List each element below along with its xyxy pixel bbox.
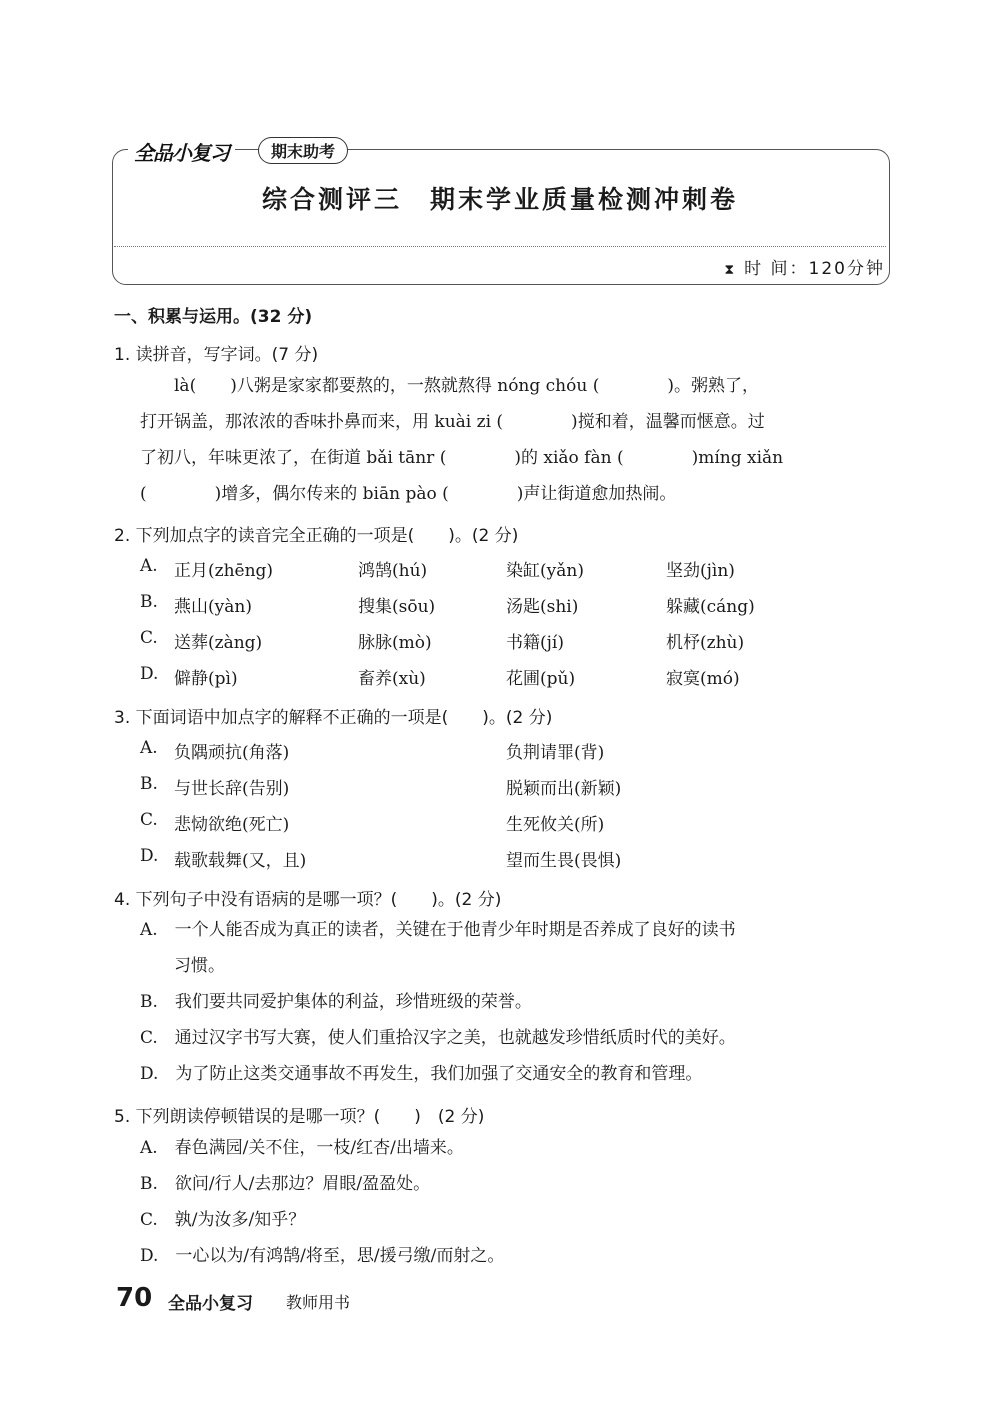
option-item: 躲藏(cáng)	[666, 597, 755, 617]
option-item: 寂寞(mó)	[666, 669, 740, 689]
question-3-options	[140, 738, 900, 888]
passage-line: ( )增多，偶尔传来的 biān pào ( )声让街道愈加热闹。	[140, 484, 677, 504]
option-item: 汤匙(shi)	[506, 597, 579, 617]
option-item: 花圃(pǔ)	[506, 669, 576, 689]
section-title: 一、积累与运用。(32 分)	[114, 307, 313, 327]
footer-note: 教师用书	[286, 1293, 351, 1312]
option-item: 脱颖而出(新颖)	[506, 779, 622, 799]
title-part1: 综合测评三	[261, 185, 402, 214]
passage-line: 了初八，年味更浓了，在街道 bǎi tānr ( )的 xiǎo fàn ( )míng xiǎn	[140, 448, 784, 468]
question-3-stem: 3. 下面词语中加点字的解释不正确的一项是( )。(2 分)	[114, 708, 553, 728]
option-item: 载歌载舞(又，且)	[174, 851, 307, 871]
option-letter: D.	[140, 846, 159, 866]
option-line: B. 我们要共同爱护集体的利益，珍惜班级的荣誉。	[140, 992, 532, 1012]
option-line: A. 一个人能否成为真正的读者，关键在于他青少年时期是否养成了良好的读书	[140, 920, 736, 940]
option-line: D. 为了防止这类交通事故不再发生，我们加强了交通安全的教育和管理。	[140, 1064, 703, 1084]
time-limit	[724, 254, 885, 279]
exam-tag: 期末助考	[258, 137, 348, 164]
option-item: 机杼(zhù)	[666, 633, 745, 653]
option-item: 送葬(zàng)	[174, 633, 263, 653]
option-letter: C.	[140, 628, 158, 648]
title-part2: 期末学业质量检测冲刺卷	[430, 185, 739, 214]
option-line: 习惯。	[140, 956, 225, 976]
option-item: 僻静(pì)	[174, 669, 238, 689]
option-letter: A.	[140, 556, 158, 576]
option-letter: A.	[140, 738, 158, 758]
option-item: 染缸(yǎn)	[506, 561, 584, 581]
hourglass-icon: ⧗	[724, 262, 737, 278]
option-item: 燕山(yàn)	[174, 597, 252, 617]
option-item: 鸿鹄(hú)	[358, 561, 428, 581]
option-item: 畜养(xù)	[358, 669, 426, 689]
passage-line: 打开锅盖，那浓浓的香味扑鼻而来，用 kuài zi ( )搅和着，温馨而惬意。过	[140, 412, 765, 432]
option-line: A. 春色满园/关不住，一枝/红杏/出墙来。	[140, 1138, 464, 1158]
page-number: 70	[116, 1283, 153, 1313]
option-item: 悲恸欲绝(死亡)	[174, 815, 290, 835]
option-letter: C.	[140, 810, 158, 830]
question-5-stem: 5. 下列朗读停顿错误的是哪一项？( ) (2 分)	[114, 1107, 485, 1127]
option-item: 坚劲(jìn)	[666, 561, 735, 581]
question-5-options	[140, 1130, 890, 1274]
question-1-passage	[140, 368, 890, 512]
question-4-stem: 4. 下列句子中没有语病的是哪一项？( )。(2 分)	[114, 890, 502, 910]
brand-logo: 全品小复习	[128, 137, 235, 166]
option-item: 正月(zhēng)	[174, 561, 274, 581]
question-4-options	[140, 912, 890, 1092]
option-item: 与世长辞(告别)	[174, 779, 290, 799]
option-line: C. 通过汉字书写大赛，使人们重拾汉字之美，也就越发珍惜纸质时代的美好。	[140, 1028, 736, 1048]
option-item: 书籍(jí)	[506, 633, 564, 653]
option-item: 脉脉(mò)	[358, 633, 432, 653]
option-line: B. 欲问/行人/去那边？眉眼/盈盈处。	[140, 1174, 431, 1194]
question-2-stem: 2. 下列加点字的读音完全正确的一项是( )。(2 分)	[114, 526, 519, 546]
option-item: 负荆请罪(背)	[506, 743, 605, 763]
option-letter: D.	[140, 664, 159, 684]
footer-brand: 全品小复习	[168, 1294, 253, 1314]
option-line: C. 孰/为汝多/知乎？	[140, 1210, 306, 1230]
option-item: 搜集(sōu)	[358, 597, 436, 617]
time-label: 时 间：120分钟	[744, 259, 885, 279]
passage-line: là( )八粥是家家都要熬的，一熬就熬得 nóng chóu ( )。粥熟了，	[140, 376, 759, 396]
option-letter: B.	[140, 774, 158, 794]
option-letter: B.	[140, 592, 158, 612]
question-1-stem: 1. 读拼音，写字词。(7 分)	[114, 345, 319, 365]
page-title	[0, 180, 1000, 216]
option-item: 望而生畏(畏惧)	[506, 851, 622, 871]
option-item: 生死攸关(所)	[506, 815, 605, 835]
header-divider	[114, 246, 886, 247]
option-item: 负隅顽抗(角落)	[174, 743, 290, 763]
option-line: D. 一心以为/有鸿鹄/将至，思/援弓缴/而射之。	[140, 1246, 505, 1266]
question-2-options	[140, 556, 900, 706]
